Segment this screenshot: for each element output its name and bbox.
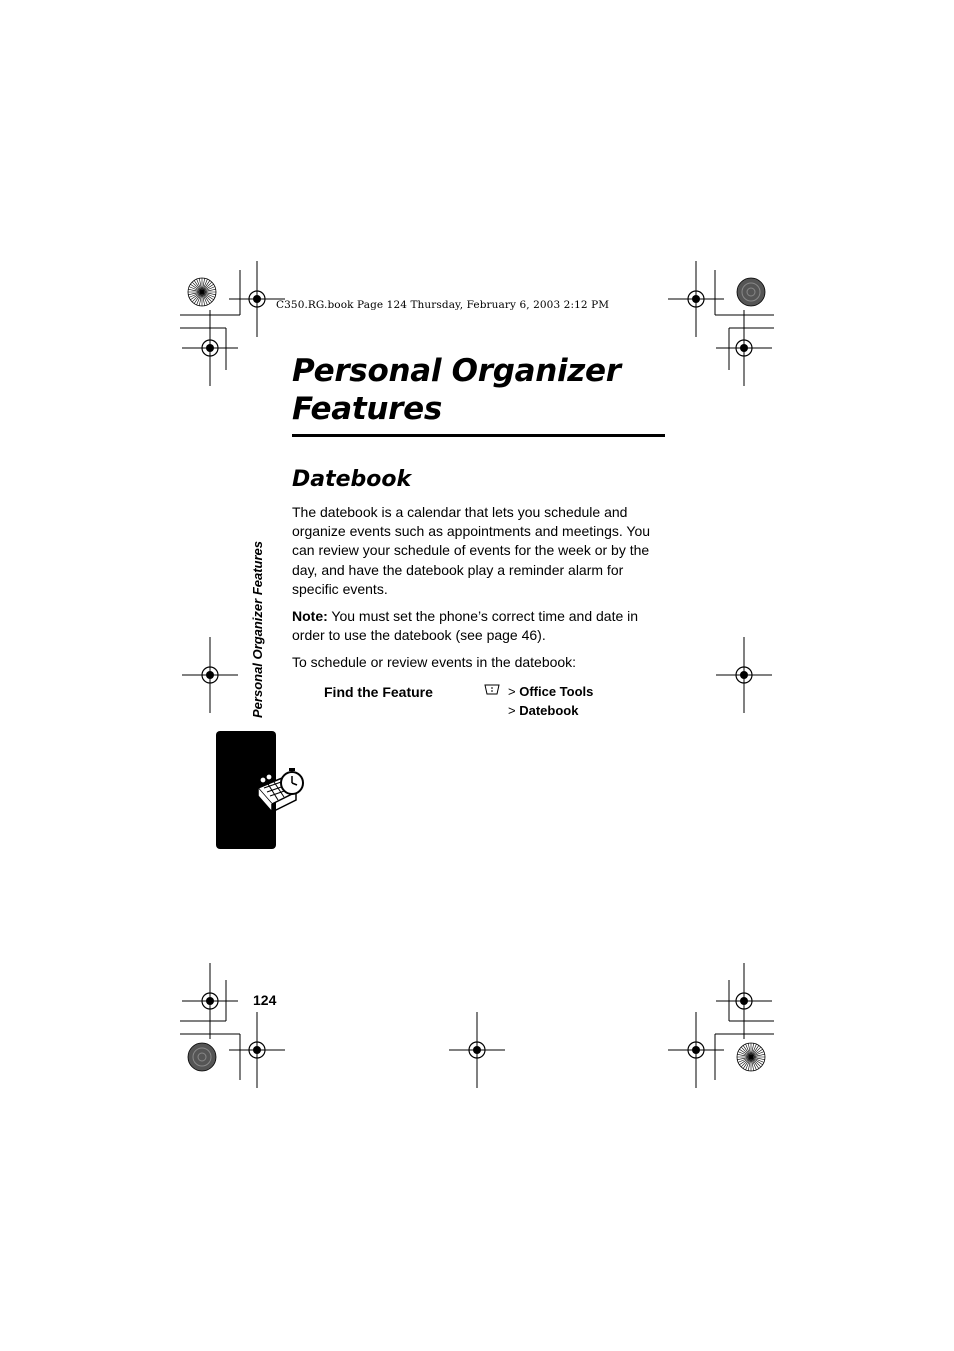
find-feature-label: Find the Feature	[324, 684, 433, 700]
page-number: 124	[253, 992, 277, 1008]
feature-path	[508, 683, 593, 720]
title-rule	[292, 434, 665, 437]
menu-key-icon	[484, 684, 500, 695]
datebook-clock-icon	[254, 766, 306, 816]
section-heading: Datebook	[292, 467, 412, 492]
side-tab-label: Personal Organizer Features	[250, 540, 265, 718]
intro-paragraph: The datebook is a calendar that lets you schedule and organize events such as appointments and meetings. You can review your schedule of events for the week or by the day, and have the datebook play a reminder alarm for specific events.	[292, 504, 651, 597]
note-paragraph	[292, 607, 672, 645]
page-title-line-2: Features	[292, 391, 442, 427]
feature-path-step-datebook: > Datebook	[508, 702, 579, 718]
feature-path-step-office-tools: > Office Tools	[508, 684, 594, 699]
page-title	[292, 352, 692, 428]
note-label: Note:	[292, 608, 328, 624]
instruction-paragraph: To schedule or review events in the datebook:	[292, 654, 577, 670]
print-slug: C350.RG.book Page 124 Thursday, February 6, 2003 2:12 PM	[276, 299, 610, 311]
page-title-line-1: Personal Organizer	[292, 353, 621, 389]
note-text: You must set the phone’s correct time and date in order to use the datebook (see page 46).	[292, 608, 639, 644]
